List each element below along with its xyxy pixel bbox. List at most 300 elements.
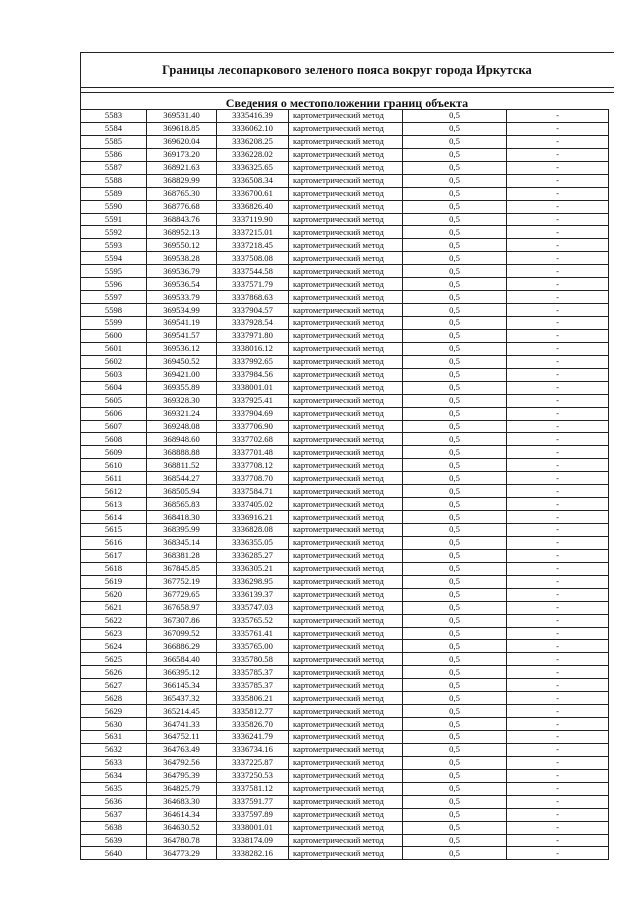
- note-cell: -: [507, 498, 609, 511]
- x-coordinate-cell: 366395.12: [147, 666, 217, 679]
- accuracy-cell: 0,5: [403, 718, 507, 731]
- method-cell: картометрический метод: [289, 769, 403, 782]
- table-row: [81, 834, 609, 847]
- method-cell: картометрический метод: [289, 459, 403, 472]
- method-cell: картометрический метод: [289, 394, 403, 407]
- point-number-cell: 5592: [81, 226, 147, 239]
- y-coordinate-cell: 3335416.39: [217, 110, 289, 123]
- table-row: [81, 252, 609, 265]
- method-cell: картометрический метод: [289, 808, 403, 821]
- table-row: [81, 782, 609, 795]
- x-coordinate-cell: 368565.83: [147, 498, 217, 511]
- accuracy-cell: 0,5: [403, 692, 507, 705]
- x-coordinate-cell: 368395.99: [147, 524, 217, 537]
- table-row: [81, 355, 609, 368]
- point-number-cell: 5613: [81, 498, 147, 511]
- point-number-cell: 5624: [81, 640, 147, 653]
- y-coordinate-cell: 3337584.71: [217, 485, 289, 498]
- y-coordinate-cell: 3336139.37: [217, 588, 289, 601]
- coordinates-table: [80, 109, 609, 860]
- point-number-cell: 5607: [81, 420, 147, 433]
- accuracy-cell: 0,5: [403, 498, 507, 511]
- note-cell: -: [507, 394, 609, 407]
- x-coordinate-cell: 369321.24: [147, 407, 217, 420]
- accuracy-cell: 0,5: [403, 252, 507, 265]
- x-coordinate-cell: 368381.28: [147, 549, 217, 562]
- table-row: [81, 368, 609, 381]
- accuracy-cell: 0,5: [403, 161, 507, 174]
- method-cell: картометрический метод: [289, 575, 403, 588]
- table-row: [81, 239, 609, 252]
- note-cell: -: [507, 614, 609, 627]
- accuracy-cell: 0,5: [403, 187, 507, 200]
- note-cell: -: [507, 524, 609, 537]
- accuracy-cell: 0,5: [403, 200, 507, 213]
- point-number-cell: 5593: [81, 239, 147, 252]
- y-coordinate-cell: 3336285.27: [217, 549, 289, 562]
- x-coordinate-cell: 368843.76: [147, 213, 217, 226]
- note-cell: -: [507, 472, 609, 485]
- point-number-cell: 5583: [81, 110, 147, 123]
- note-cell: -: [507, 226, 609, 239]
- note-cell: -: [507, 317, 609, 330]
- accuracy-cell: 0,5: [403, 394, 507, 407]
- method-cell: картометрический метод: [289, 355, 403, 368]
- y-coordinate-cell: 3336734.16: [217, 743, 289, 756]
- y-coordinate-cell: 3337225.87: [217, 756, 289, 769]
- note-cell: -: [507, 808, 609, 821]
- accuracy-cell: 0,5: [403, 834, 507, 847]
- accuracy-cell: 0,5: [403, 601, 507, 614]
- table-row: [81, 705, 609, 718]
- method-cell: картометрический метод: [289, 692, 403, 705]
- y-coordinate-cell: 3337544.58: [217, 265, 289, 278]
- accuracy-cell: 0,5: [403, 588, 507, 601]
- table-row: [81, 769, 609, 782]
- point-number-cell: 5604: [81, 381, 147, 394]
- note-cell: -: [507, 200, 609, 213]
- table-row: [81, 135, 609, 148]
- method-cell: картометрический метод: [289, 135, 403, 148]
- table-row: [81, 821, 609, 834]
- accuracy-cell: 0,5: [403, 304, 507, 317]
- x-coordinate-cell: 367307.86: [147, 614, 217, 627]
- note-cell: -: [507, 511, 609, 524]
- y-coordinate-cell: 3337508.08: [217, 252, 289, 265]
- method-cell: картометрический метод: [289, 782, 403, 795]
- x-coordinate-cell: 364825.79: [147, 782, 217, 795]
- point-number-cell: 5634: [81, 769, 147, 782]
- point-number-cell: 5635: [81, 782, 147, 795]
- accuracy-cell: 0,5: [403, 122, 507, 135]
- x-coordinate-cell: 367099.52: [147, 627, 217, 640]
- point-number-cell: 5636: [81, 795, 147, 808]
- y-coordinate-cell: 3336325.65: [217, 161, 289, 174]
- y-coordinate-cell: 3337868.63: [217, 291, 289, 304]
- table-row: [81, 588, 609, 601]
- point-number-cell: 5625: [81, 653, 147, 666]
- accuracy-cell: 0,5: [403, 705, 507, 718]
- x-coordinate-cell: 364630.52: [147, 821, 217, 834]
- note-cell: -: [507, 420, 609, 433]
- x-coordinate-cell: 369534.99: [147, 304, 217, 317]
- y-coordinate-cell: 3336062.10: [217, 122, 289, 135]
- point-number-cell: 5601: [81, 342, 147, 355]
- x-coordinate-cell: 365437.32: [147, 692, 217, 705]
- y-coordinate-cell: 3335826.70: [217, 718, 289, 731]
- method-cell: картометрический метод: [289, 122, 403, 135]
- y-coordinate-cell: 3336828.08: [217, 524, 289, 537]
- point-number-cell: 5603: [81, 368, 147, 381]
- x-coordinate-cell: 369248.08: [147, 420, 217, 433]
- x-coordinate-cell: 369531.40: [147, 110, 217, 123]
- accuracy-cell: 0,5: [403, 627, 507, 640]
- accuracy-cell: 0,5: [403, 666, 507, 679]
- x-coordinate-cell: 369421.00: [147, 368, 217, 381]
- method-cell: картометрический метод: [289, 627, 403, 640]
- point-number-cell: 5622: [81, 614, 147, 627]
- x-coordinate-cell: 369328.30: [147, 394, 217, 407]
- table-row: [81, 562, 609, 575]
- y-coordinate-cell: 3338016.12: [217, 342, 289, 355]
- method-cell: картометрический метод: [289, 847, 403, 860]
- method-cell: картометрический метод: [289, 265, 403, 278]
- y-coordinate-cell: 3336305.21: [217, 562, 289, 575]
- method-cell: картометрический метод: [289, 407, 403, 420]
- x-coordinate-cell: 369541.57: [147, 329, 217, 342]
- accuracy-cell: 0,5: [403, 291, 507, 304]
- method-cell: картометрический метод: [289, 239, 403, 252]
- table-row: [81, 187, 609, 200]
- y-coordinate-cell: 3336298.95: [217, 575, 289, 588]
- note-cell: -: [507, 265, 609, 278]
- accuracy-cell: 0,5: [403, 821, 507, 834]
- point-number-cell: 5627: [81, 679, 147, 692]
- y-coordinate-cell: 3337706.90: [217, 420, 289, 433]
- method-cell: картометрический метод: [289, 485, 403, 498]
- point-number-cell: 5597: [81, 291, 147, 304]
- note-cell: -: [507, 368, 609, 381]
- method-cell: картометрический метод: [289, 291, 403, 304]
- point-number-cell: 5596: [81, 278, 147, 291]
- method-cell: картометрический метод: [289, 588, 403, 601]
- method-cell: картометрический метод: [289, 446, 403, 459]
- method-cell: картометрический метод: [289, 562, 403, 575]
- point-number-cell: 5621: [81, 601, 147, 614]
- point-number-cell: 5610: [81, 459, 147, 472]
- x-coordinate-cell: 369355.89: [147, 381, 217, 394]
- x-coordinate-cell: 369620.04: [147, 135, 217, 148]
- point-number-cell: 5606: [81, 407, 147, 420]
- method-cell: картометрический метод: [289, 640, 403, 653]
- table-row: [81, 420, 609, 433]
- accuracy-cell: 0,5: [403, 575, 507, 588]
- table-row: [81, 472, 609, 485]
- note-cell: -: [507, 692, 609, 705]
- x-coordinate-cell: 368418.30: [147, 511, 217, 524]
- note-cell: -: [507, 459, 609, 472]
- accuracy-cell: 0,5: [403, 640, 507, 653]
- y-coordinate-cell: 3336228.02: [217, 148, 289, 161]
- table-row: [81, 265, 609, 278]
- x-coordinate-cell: 366145.34: [147, 679, 217, 692]
- x-coordinate-cell: 369538.28: [147, 252, 217, 265]
- method-cell: картометрический метод: [289, 110, 403, 123]
- table-row: [81, 601, 609, 614]
- accuracy-cell: 0,5: [403, 847, 507, 860]
- table-row: [81, 549, 609, 562]
- table-row: [81, 459, 609, 472]
- accuracy-cell: 0,5: [403, 355, 507, 368]
- accuracy-cell: 0,5: [403, 239, 507, 252]
- x-coordinate-cell: 364614.34: [147, 808, 217, 821]
- accuracy-cell: 0,5: [403, 524, 507, 537]
- method-cell: картометрический метод: [289, 601, 403, 614]
- accuracy-cell: 0,5: [403, 653, 507, 666]
- table-row: [81, 291, 609, 304]
- y-coordinate-cell: 3335785.37: [217, 679, 289, 692]
- y-coordinate-cell: 3337591.77: [217, 795, 289, 808]
- point-number-cell: 5588: [81, 174, 147, 187]
- point-number-cell: 5594: [81, 252, 147, 265]
- point-number-cell: 5620: [81, 588, 147, 601]
- point-number-cell: 5638: [81, 821, 147, 834]
- accuracy-cell: 0,5: [403, 213, 507, 226]
- table-row: [81, 524, 609, 537]
- table-row: [81, 110, 609, 123]
- x-coordinate-cell: 369536.12: [147, 342, 217, 355]
- note-cell: -: [507, 122, 609, 135]
- y-coordinate-cell: 3335765.52: [217, 614, 289, 627]
- table-row: [81, 731, 609, 744]
- x-coordinate-cell: 366886.29: [147, 640, 217, 653]
- note-cell: -: [507, 653, 609, 666]
- table-row: [81, 317, 609, 330]
- y-coordinate-cell: 3336916.21: [217, 511, 289, 524]
- table-row: [81, 394, 609, 407]
- accuracy-cell: 0,5: [403, 433, 507, 446]
- y-coordinate-cell: 3338001.01: [217, 381, 289, 394]
- x-coordinate-cell: 364792.56: [147, 756, 217, 769]
- section-heading: Сведения о местоположении границ объекта: [225, 96, 469, 110]
- y-coordinate-cell: 3337119.90: [217, 213, 289, 226]
- accuracy-cell: 0,5: [403, 174, 507, 187]
- x-coordinate-cell: 368505.94: [147, 485, 217, 498]
- note-cell: -: [507, 640, 609, 653]
- x-coordinate-cell: 369450.52: [147, 355, 217, 368]
- point-number-cell: 5617: [81, 549, 147, 562]
- x-coordinate-cell: 369536.79: [147, 265, 217, 278]
- note-cell: -: [507, 782, 609, 795]
- method-cell: картометрический метод: [289, 679, 403, 692]
- note-cell: -: [507, 161, 609, 174]
- x-coordinate-cell: 364752.11: [147, 731, 217, 744]
- y-coordinate-cell: 3337702.68: [217, 433, 289, 446]
- point-number-cell: 5586: [81, 148, 147, 161]
- y-coordinate-cell: 3335780.58: [217, 653, 289, 666]
- point-number-cell: 5591: [81, 213, 147, 226]
- note-cell: -: [507, 536, 609, 549]
- method-cell: картометрический метод: [289, 795, 403, 808]
- accuracy-cell: 0,5: [403, 536, 507, 549]
- method-cell: картометрический метод: [289, 524, 403, 537]
- point-number-cell: 5626: [81, 666, 147, 679]
- x-coordinate-cell: 364780.78: [147, 834, 217, 847]
- document-title: Границы лесопаркового зеленого пояса вокруг города Иркутска: [162, 63, 532, 77]
- method-cell: картометрический метод: [289, 304, 403, 317]
- method-cell: картометрический метод: [289, 821, 403, 834]
- accuracy-cell: 0,5: [403, 459, 507, 472]
- table-row: [81, 795, 609, 808]
- x-coordinate-cell: 364683.30: [147, 795, 217, 808]
- method-cell: картометрический метод: [289, 381, 403, 394]
- point-number-cell: 5609: [81, 446, 147, 459]
- note-cell: -: [507, 575, 609, 588]
- x-coordinate-cell: 369533.79: [147, 291, 217, 304]
- note-cell: -: [507, 485, 609, 498]
- y-coordinate-cell: 3337925.41: [217, 394, 289, 407]
- y-coordinate-cell: 3337215.01: [217, 226, 289, 239]
- accuracy-cell: 0,5: [403, 368, 507, 381]
- y-coordinate-cell: 3336700.61: [217, 187, 289, 200]
- y-coordinate-cell: 3337571.79: [217, 278, 289, 291]
- note-cell: -: [507, 135, 609, 148]
- note-cell: -: [507, 821, 609, 834]
- note-cell: -: [507, 278, 609, 291]
- accuracy-cell: 0,5: [403, 148, 507, 161]
- point-number-cell: 5590: [81, 200, 147, 213]
- point-number-cell: 5602: [81, 355, 147, 368]
- table-row: [81, 743, 609, 756]
- note-cell: -: [507, 342, 609, 355]
- table-row: [81, 226, 609, 239]
- point-number-cell: 5600: [81, 329, 147, 342]
- table-row: [81, 304, 609, 317]
- note-cell: -: [507, 743, 609, 756]
- method-cell: картометрический метод: [289, 718, 403, 731]
- x-coordinate-cell: 369536.54: [147, 278, 217, 291]
- accuracy-cell: 0,5: [403, 562, 507, 575]
- x-coordinate-cell: 365214.45: [147, 705, 217, 718]
- method-cell: картометрический метод: [289, 549, 403, 562]
- note-cell: -: [507, 756, 609, 769]
- x-coordinate-cell: 368765.30: [147, 187, 217, 200]
- accuracy-cell: 0,5: [403, 808, 507, 821]
- x-coordinate-cell: 364763.49: [147, 743, 217, 756]
- table-row: [81, 213, 609, 226]
- note-cell: -: [507, 355, 609, 368]
- point-number-cell: 5587: [81, 161, 147, 174]
- accuracy-cell: 0,5: [403, 407, 507, 420]
- table-row: [81, 278, 609, 291]
- table-row: [81, 174, 609, 187]
- table-row: [81, 718, 609, 731]
- note-cell: -: [507, 239, 609, 252]
- y-coordinate-cell: 3335765.00: [217, 640, 289, 653]
- accuracy-cell: 0,5: [403, 756, 507, 769]
- note-cell: -: [507, 304, 609, 317]
- note-cell: -: [507, 446, 609, 459]
- x-coordinate-cell: 369173.20: [147, 148, 217, 161]
- x-coordinate-cell: 364773.29: [147, 847, 217, 860]
- method-cell: картометрический метод: [289, 200, 403, 213]
- method-cell: картометрический метод: [289, 666, 403, 679]
- table-row: [81, 511, 609, 524]
- y-coordinate-cell: 3337928.54: [217, 317, 289, 330]
- method-cell: картометрический метод: [289, 342, 403, 355]
- y-coordinate-cell: 3337218.45: [217, 239, 289, 252]
- note-cell: -: [507, 252, 609, 265]
- accuracy-cell: 0,5: [403, 265, 507, 278]
- x-coordinate-cell: 368811.52: [147, 459, 217, 472]
- method-cell: картометрический метод: [289, 614, 403, 627]
- method-cell: картометрический метод: [289, 161, 403, 174]
- table-row: [81, 640, 609, 653]
- method-cell: картометрический метод: [289, 148, 403, 161]
- y-coordinate-cell: 3336826.40: [217, 200, 289, 213]
- point-number-cell: 5630: [81, 718, 147, 731]
- note-cell: -: [507, 601, 609, 614]
- y-coordinate-cell: 3336208.25: [217, 135, 289, 148]
- x-coordinate-cell: 369550.12: [147, 239, 217, 252]
- table-row: [81, 653, 609, 666]
- method-cell: картометрический метод: [289, 743, 403, 756]
- note-cell: -: [507, 381, 609, 394]
- y-coordinate-cell: 3337701.48: [217, 446, 289, 459]
- table-row: [81, 808, 609, 821]
- point-number-cell: 5618: [81, 562, 147, 575]
- x-coordinate-cell: 368921.63: [147, 161, 217, 174]
- divider: [80, 92, 614, 93]
- x-coordinate-cell: 368345.14: [147, 536, 217, 549]
- y-coordinate-cell: 3336355.05: [217, 536, 289, 549]
- note-cell: -: [507, 769, 609, 782]
- note-cell: -: [507, 679, 609, 692]
- table-row: [81, 200, 609, 213]
- point-number-cell: 5633: [81, 756, 147, 769]
- y-coordinate-cell: 3335785.37: [217, 666, 289, 679]
- point-number-cell: 5616: [81, 536, 147, 549]
- note-cell: -: [507, 718, 609, 731]
- method-cell: картометрический метод: [289, 472, 403, 485]
- accuracy-cell: 0,5: [403, 342, 507, 355]
- table-row: [81, 407, 609, 420]
- x-coordinate-cell: 368952.13: [147, 226, 217, 239]
- table-row: [81, 446, 609, 459]
- method-cell: картометрический метод: [289, 226, 403, 239]
- method-cell: картометрический метод: [289, 536, 403, 549]
- method-cell: картометрический метод: [289, 213, 403, 226]
- accuracy-cell: 0,5: [403, 420, 507, 433]
- y-coordinate-cell: 3338282.16: [217, 847, 289, 860]
- method-cell: картометрический метод: [289, 511, 403, 524]
- point-number-cell: 5629: [81, 705, 147, 718]
- note-cell: -: [507, 291, 609, 304]
- table-row: [81, 381, 609, 394]
- accuracy-cell: 0,5: [403, 485, 507, 498]
- point-number-cell: 5632: [81, 743, 147, 756]
- y-coordinate-cell: 3337992.65: [217, 355, 289, 368]
- method-cell: картометрический метод: [289, 174, 403, 187]
- method-cell: картометрический метод: [289, 252, 403, 265]
- note-cell: -: [507, 110, 609, 123]
- y-coordinate-cell: 3338174.09: [217, 834, 289, 847]
- point-number-cell: 5612: [81, 485, 147, 498]
- x-coordinate-cell: 364795.39: [147, 769, 217, 782]
- x-coordinate-cell: 367729.65: [147, 588, 217, 601]
- accuracy-cell: 0,5: [403, 110, 507, 123]
- point-number-cell: 5608: [81, 433, 147, 446]
